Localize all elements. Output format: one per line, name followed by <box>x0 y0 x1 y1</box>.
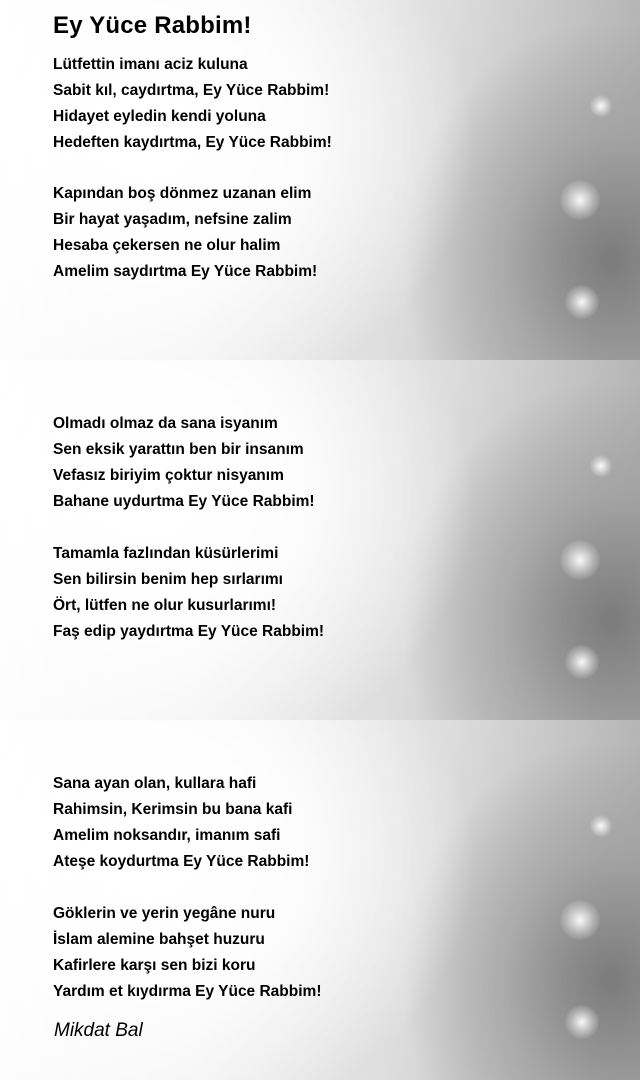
verse-line: Kapından boş dönmez uzanan elim <box>53 185 312 202</box>
verse-line: Hedeften kaydırtma, Ey Yüce Rabbim! <box>53 134 332 151</box>
verse-line: Ateşe koydurtma Ey Yüce Rabbim! <box>53 853 310 870</box>
bokeh-light-decoration <box>565 645 599 679</box>
verse-line: Ört, lütfen ne olur kusurlarımı! <box>53 597 277 614</box>
verse-line: Kafirlere karşı sen bizi koru <box>53 957 256 974</box>
bokeh-light-decoration <box>560 180 600 220</box>
stanza-2 <box>53 181 317 285</box>
verse-line: Göklerin ve yerin yegâne nuru <box>53 905 276 922</box>
verse-line: Olmadı olmaz da sana isyanım <box>53 415 278 432</box>
bokeh-light-decoration <box>590 815 612 837</box>
verse-line: Sana ayan olan, kullara hafi <box>53 775 257 792</box>
verse-line: Hidayet eyledin kendi yoluna <box>53 108 266 125</box>
bokeh-light-decoration <box>560 540 600 580</box>
poem-panel-2 <box>0 360 640 720</box>
bokeh-light-decoration <box>590 455 612 477</box>
verse-line: Lütfettin imanı aciz kuluna <box>53 56 248 73</box>
poem-panel-1 <box>0 0 640 360</box>
verse-line: Hesaba çekersen ne olur halim <box>53 237 281 254</box>
verse-line: Sen eksik yarattın ben bir insanım <box>53 441 304 458</box>
bokeh-light-decoration <box>565 285 599 319</box>
verse-line: Rahimsin, Kerimsin bu bana kafi <box>53 801 293 818</box>
bokeh-light-decoration <box>560 900 600 940</box>
verse-line: Sabit kıl, caydırtma, Ey Yüce Rabbim! <box>53 82 330 99</box>
stanza-1 <box>53 52 332 156</box>
bokeh-light-decoration <box>565 1005 599 1039</box>
poem-panel-3 <box>0 720 640 1080</box>
verse-line: Yardım et kıydırma Ey Yüce Rabbim! <box>53 983 322 1000</box>
verse-line: Bir hayat yaşadım, nefsine zalim <box>53 211 292 228</box>
verse-line: İslam alemine bahşet huzuru <box>53 931 265 948</box>
stanza-6 <box>53 901 322 1005</box>
verse-line: Vefasız biriyim çoktur nisyanım <box>53 467 284 484</box>
verse-line: Amelim saydırtma Ey Yüce Rabbim! <box>53 263 318 280</box>
verse-line: Faş edip yaydırtma Ey Yüce Rabbim! <box>53 623 325 640</box>
bokeh-light-decoration <box>590 95 612 117</box>
stanza-5 <box>53 771 309 875</box>
verse-line: Sen bilirsin benim hep sırlarımı <box>53 571 283 588</box>
verse-line: Bahane uydurtma Ey Yüce Rabbim! <box>53 493 315 510</box>
poem-title: Ey Yüce Rabbim! <box>53 12 252 39</box>
stanza-3 <box>53 411 315 515</box>
verse-line: Amelim noksandır, imanım safi <box>53 827 281 844</box>
verse-line: Tamamla fazlından küsürlerimi <box>53 545 279 562</box>
poem-author: Mikdat Bal <box>54 1020 143 1041</box>
stanza-4 <box>53 541 324 645</box>
